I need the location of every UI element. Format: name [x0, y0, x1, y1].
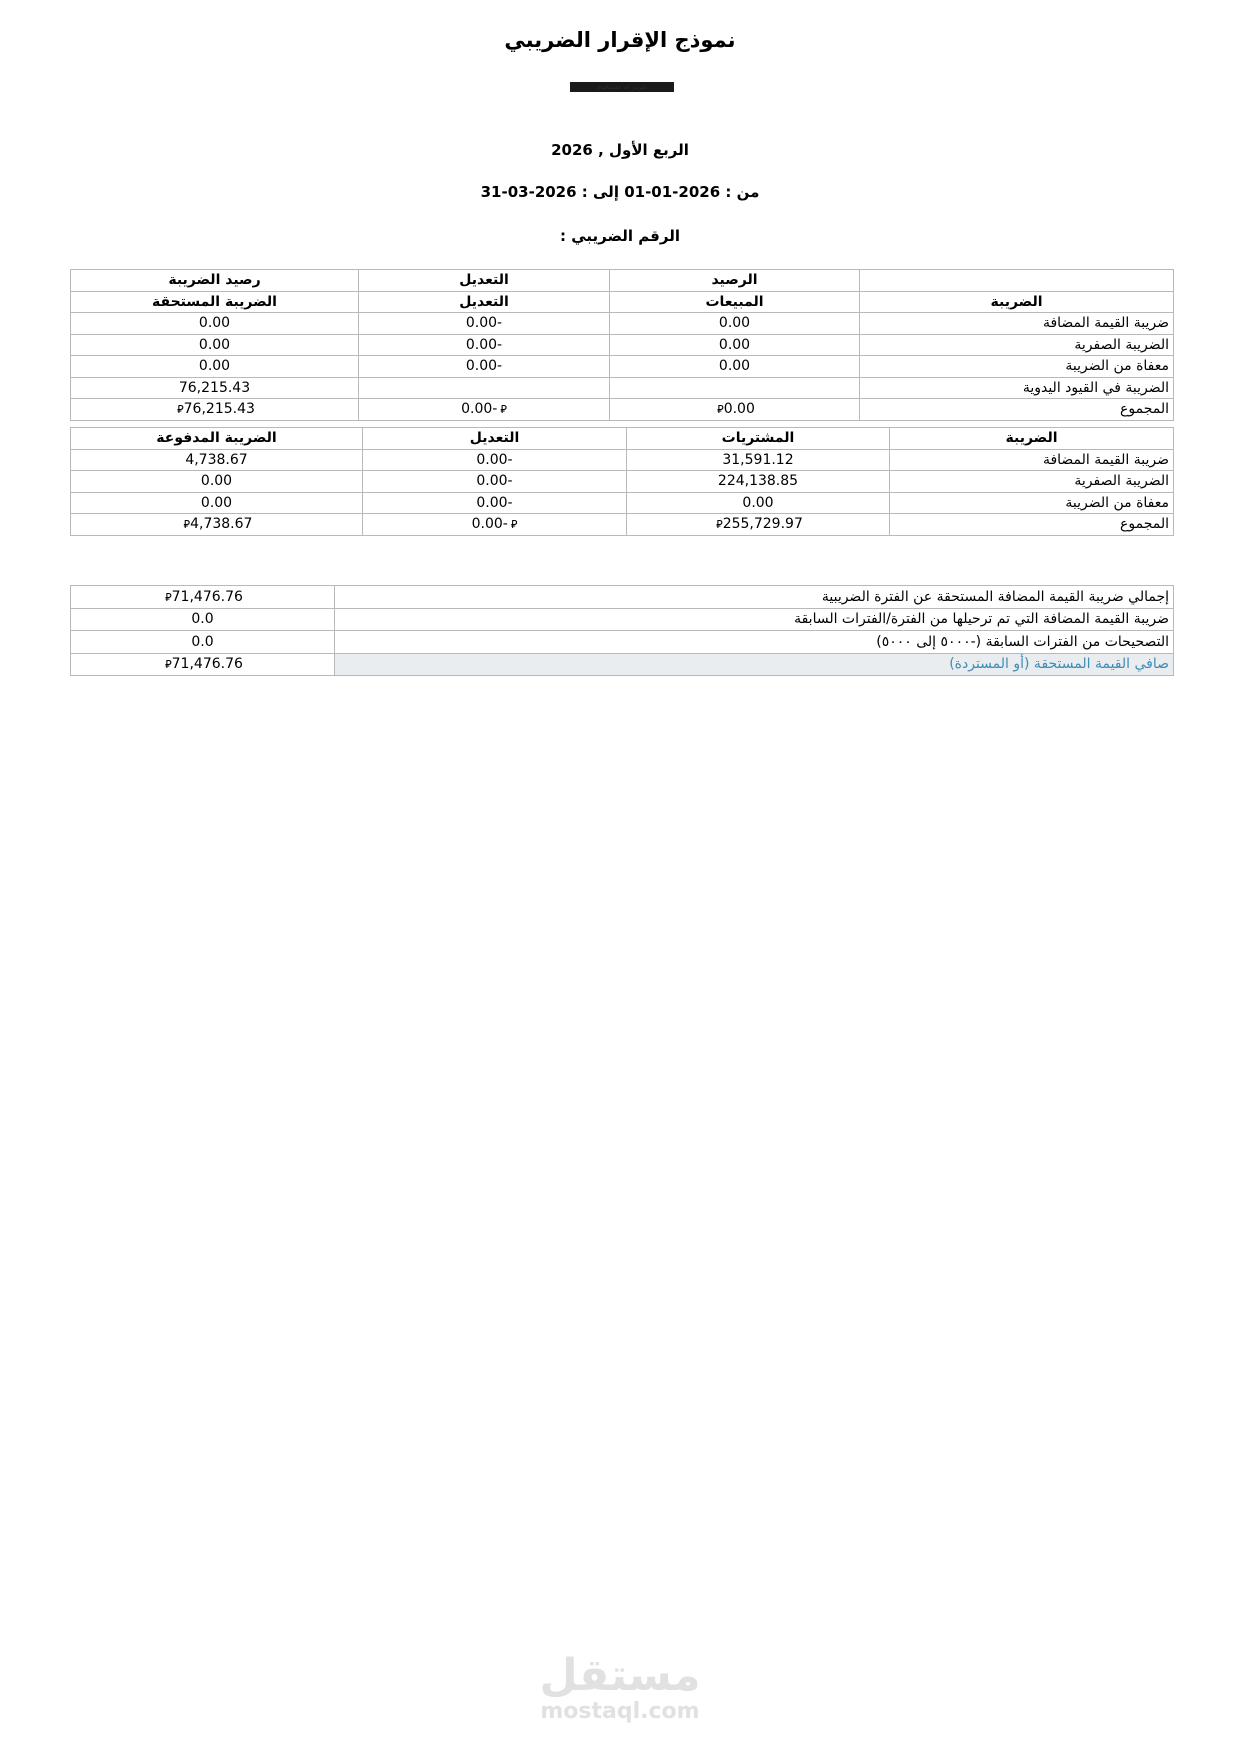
- row-label: الضريبة الصفرية: [860, 334, 1174, 356]
- quarter-label: الربع الأول , 2026: [551, 141, 689, 159]
- total-amount: 0.00: [723, 401, 755, 418]
- summary-row: [71, 631, 1174, 654]
- sales-header-tax: الضريبة: [860, 291, 1174, 313]
- adjustment-cell: -0.00: [359, 334, 610, 356]
- summary-value-cell: [71, 586, 335, 609]
- summary-table: [70, 585, 1174, 676]
- total-adjustment: -0.00: [471, 516, 508, 533]
- sales-table: [70, 269, 1174, 421]
- sales-group-header: التعديل: [359, 270, 610, 292]
- currency-symbol-icon: ⃁: [165, 590, 172, 604]
- net-amount-cell: [71, 653, 335, 676]
- total-adjustment-cell: [359, 399, 610, 421]
- amount-cell: [610, 377, 860, 399]
- tax-cell: 0.00: [71, 356, 359, 378]
- watermark-url: mostaql.com: [540, 1699, 700, 1724]
- watermark-logo: [0, 1652, 1240, 1724]
- total-adjustment-cell: [363, 514, 627, 536]
- total-adjustment: -0.00: [461, 401, 498, 418]
- net-amount-label: صافي القيمة المستحقة (أو المستردة): [335, 653, 1174, 676]
- page-title: نموذج الإقرار الضريبي: [504, 28, 736, 52]
- total-amount-cell: [627, 514, 890, 536]
- total-amount: 255,729.97: [722, 516, 803, 533]
- summary-value: 0.0: [71, 631, 335, 654]
- amount-cell: 0.00: [610, 334, 860, 356]
- row-label: ضريبة القيمة المضافة: [860, 313, 1174, 335]
- tax-cell: 0.00: [71, 313, 359, 335]
- summary-label: التصحيحات من الفترات السابقة (-٥٠٠٠ إلى ٥٠٠٠): [335, 631, 1174, 654]
- currency-symbol-icon: ⃁: [165, 658, 172, 672]
- row-label: الضريبة في القيود اليدوية: [860, 377, 1174, 399]
- adjustment-cell: -0.00: [363, 449, 627, 471]
- table-row: [71, 313, 1174, 335]
- currency-symbol-icon: ⃁: [500, 403, 507, 417]
- date-range-text: من : 2026-01-01 إلى : 2026-03-31: [480, 183, 760, 201]
- currency-symbol-icon: ⃁: [177, 403, 184, 417]
- sales-header-adjustment: التعديل: [359, 291, 610, 313]
- row-label: معفاة من الضريبة: [890, 492, 1174, 514]
- adjustment-cell: -0.00: [363, 471, 627, 493]
- amount-cell: 0.00: [610, 356, 860, 378]
- table-row: [71, 449, 1174, 471]
- summary-row: [71, 586, 1174, 609]
- adjustment-cell: [359, 377, 610, 399]
- sales-header-amount: المبيعات: [610, 291, 860, 313]
- total-tax: 76,215.43: [183, 401, 255, 418]
- adjustment-cell: -0.00: [359, 313, 610, 335]
- total-tax-cell: [71, 514, 363, 536]
- tax-cell: 0.00: [71, 471, 363, 493]
- purchases-header-amount: المشتريات: [627, 428, 890, 450]
- currency-symbol-icon: ⃁: [716, 518, 723, 532]
- row-label: ضريبة القيمة المضافة: [890, 449, 1174, 471]
- sales-group-header: الرصيد: [610, 270, 860, 292]
- purchases-header-row: [71, 428, 1174, 450]
- net-amount-value: 71,476.76: [171, 656, 243, 673]
- table-row: [71, 377, 1174, 399]
- tax-cell: 0.00: [71, 334, 359, 356]
- row-label: الضريبة الصفرية: [890, 471, 1174, 493]
- amount-cell: 31,591.12: [627, 449, 890, 471]
- sales-header-row: [71, 291, 1174, 313]
- sales-group-header: [860, 270, 1174, 292]
- summary-value: 0.0: [71, 608, 335, 631]
- table-row: [71, 356, 1174, 378]
- total-amount-cell: [610, 399, 860, 421]
- purchases-total-row: [71, 514, 1174, 536]
- tax-cell: 76,215.43: [71, 377, 359, 399]
- net-amount-row: [71, 653, 1174, 676]
- summary-value: 71,476.76: [171, 588, 243, 605]
- sales-group-header: رصيد الضريبة: [71, 270, 359, 292]
- date-range: [0, 183, 1240, 201]
- summary-label: ضريبة القيمة المضافة التي تم ترحيلها من الفترة/الفترات السابقة: [335, 608, 1174, 631]
- purchases-header-paid: الضريبة المدفوعة: [71, 428, 363, 450]
- amount-cell: 224,138.85: [627, 471, 890, 493]
- total-tax-cell: [71, 399, 359, 421]
- amount-cell: 0.00: [627, 492, 890, 514]
- purchases-header-adjustment: التعديل: [363, 428, 627, 450]
- total-label: المجموع: [890, 514, 1174, 536]
- redacted-subtitle: تقرير له مستخدم: [570, 82, 674, 92]
- summary-label: إجمالي ضريبة القيمة المضافة المستحقة عن الفترة الضريبية: [335, 586, 1174, 609]
- sales-header-due: الضريبة المستحقة: [71, 291, 359, 313]
- adjustment-cell: -0.00: [363, 492, 627, 514]
- watermark-arabic: مستقل: [539, 1650, 701, 1701]
- amount-cell: 0.00: [610, 313, 860, 335]
- summary-row: [71, 608, 1174, 631]
- currency-symbol-icon: ⃁: [717, 403, 724, 417]
- sales-group-header-row: [71, 270, 1174, 292]
- sales-total-row: [71, 399, 1174, 421]
- row-label: معفاة من الضريبة: [860, 356, 1174, 378]
- total-label: المجموع: [860, 399, 1174, 421]
- tax-cell: 4,738.67: [71, 449, 363, 471]
- table-row: [71, 471, 1174, 493]
- tax-number-label: الرقم الضريبي :: [560, 227, 680, 245]
- total-tax: 4,738.67: [190, 516, 253, 533]
- tax-cell: 0.00: [71, 492, 363, 514]
- adjustment-cell: -0.00: [359, 356, 610, 378]
- purchases-table: [70, 427, 1174, 536]
- purchases-header-tax: الضريبة: [890, 428, 1174, 450]
- currency-symbol-icon: ⃁: [183, 518, 191, 532]
- table-row: [71, 492, 1174, 514]
- currency-symbol-icon: ⃁: [510, 518, 518, 532]
- table-row: [71, 334, 1174, 356]
